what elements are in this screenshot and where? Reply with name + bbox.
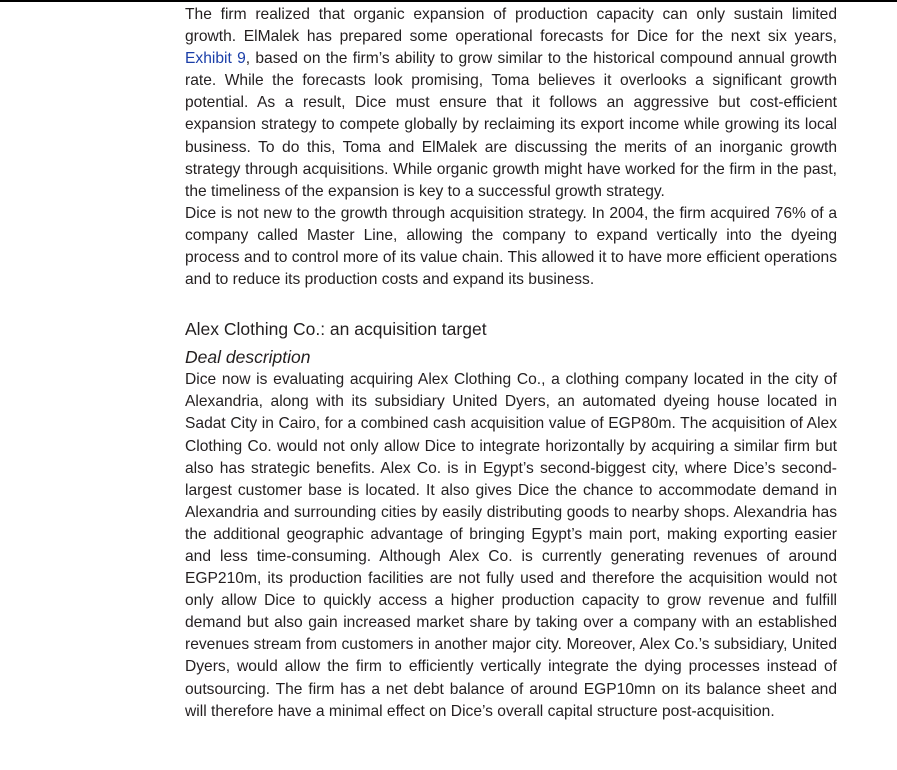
document-column (185, 4, 837, 723)
subsection-heading: Deal description (185, 347, 311, 368)
paragraph-acquisition-history: Dice is not new to the growth through acquisition strategy. In 2004, the firm acquired 76% of a company called Master Line, allowing the company to expand vertically into the dyeing process and to control more of its value chain. This allowed it to have more efficient operations and to reduce its production costs and expand its business. (185, 204, 837, 289)
paragraph-deal-description: Dice now is evaluating acquiring Alex Clothing Co., a clothing company located in the city of Alexandria, along with its subsidiary United Dyers, an automated dyeing house located in Sadat City in Cairo, for a combined cash acquisition value of EGP80m. The acquisition of Alex Clothing Co. would not only allow Dice to integrate horizontally by acquiring a similar firm but also has strategic benefits. Alex Co. is in Egypt’s second-biggest city, where Dice’s second-largest customer base is located. It also gives Dice the chance to accommodate demand in Alexandria and surrounding cities by easily distributing goods to nearby shops. Alexandria has the additional geographic advantage of bringing Egypt’s main port, making exporting easier and less time-consuming. Although Alex Co. is currently generating revenues of around EGP210m, its production facilities are not fully used and therefore the acquisition would not only allow Dice to quickly access a higher production capacity to grow revenue and fulfill demand but also gain increased market share by taking over a company with an established revenues stream from customers in another major city. Moreover, Alex Co.’s subsidiary, United Dyers, would allow the firm to efficiently vertically integrate the dying processes instead of outsourcing. The firm has a net debt balance of around EGP10mn on its balance sheet and will therefore have a minimal effect on Dice’s overall capital structure post-acquisition. (185, 371, 837, 720)
paragraph-1-text-a: The firm realized that organic expansion of production capacity can only sustain limited growth. ElMalek has prepared some operational forecasts for Dice for the next six years, (185, 6, 837, 46)
section-heading: Alex Clothing Co.: an acquisition target (185, 319, 487, 340)
paragraph-growth-strategy (185, 4, 837, 203)
exhibit-9-link[interactable]: Exhibit 9 (185, 50, 246, 68)
paragraph-1-text-b: , based on the firm’s ability to grow similar to the historical compound annual growth rate. While the forecasts look promising, Toma believes it overlooks a significant growth potential. As a result, Dice must ensure that it follows an aggressive but cost-efficient expansion strategy to compete globally by reclaiming its export income while growing its local business. To do this, Toma and ElMalek are discussing the merits of an inorganic growth strategy through acquisitions. While organic growth might have worked for the firm in the past, the timeliness of the expansion is key to a successful growth strategy. (185, 50, 837, 200)
top-rule (0, 0, 897, 2)
